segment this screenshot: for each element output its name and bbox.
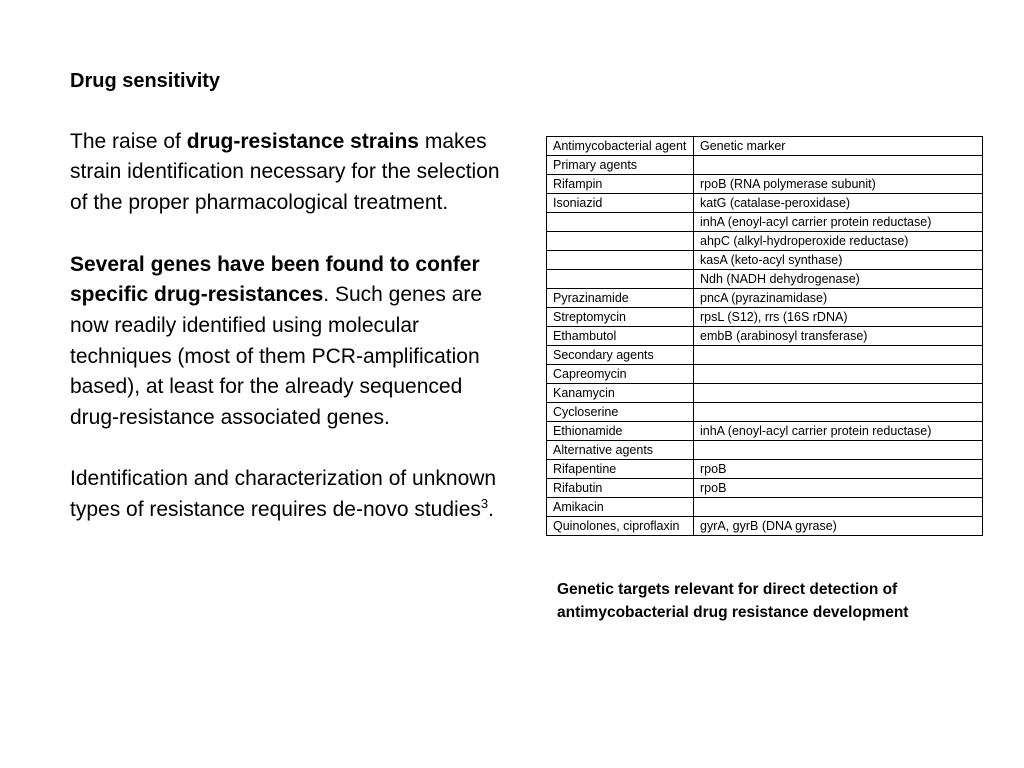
agent-cell: Kanamycin — [547, 384, 694, 403]
marker-cell — [694, 365, 983, 384]
agent-cell: Rifapentine — [547, 460, 694, 479]
agent-cell: Cycloserine — [547, 403, 694, 422]
table-row — [547, 213, 983, 232]
table-row — [547, 460, 983, 479]
table-row — [547, 232, 983, 251]
agent-cell: Primary agents — [547, 156, 694, 175]
agent-cell: Pyrazinamide — [547, 289, 694, 308]
marker-cell: pncA (pyrazinamidase) — [694, 289, 983, 308]
agent-cell: Secondary agents — [547, 346, 694, 365]
table-row — [547, 327, 983, 346]
paragraph-identification — [70, 464, 500, 525]
table-row — [547, 441, 983, 460]
header-agent: Antimycobacterial agent — [547, 137, 694, 156]
table-row — [547, 384, 983, 403]
marker-cell: rpsL (S12), rrs (16S rDNA) — [694, 308, 983, 327]
table-row — [547, 308, 983, 327]
agent-cell: Rifampin — [547, 175, 694, 194]
marker-cell: gyrA, gyrB (DNA gyrase) — [694, 517, 983, 536]
table-row — [547, 270, 983, 289]
table-row — [547, 403, 983, 422]
slide-heading: Drug sensitivity — [70, 70, 221, 92]
p1-bold: drug-resistance strains — [186, 129, 419, 153]
agent-cell: Isoniazid — [547, 194, 694, 213]
p3-text: Identification and characterization of unknown types of resistance requires de-novo studies — [70, 467, 497, 522]
agent-cell: Ethionamide — [547, 422, 694, 441]
agent-cell: Ethambutol — [547, 327, 694, 346]
agent-cell — [547, 232, 694, 251]
agent-cell: Amikacin — [547, 498, 694, 517]
marker-cell — [694, 441, 983, 460]
table-caption: Genetic targets relevant for direct detection of antimycobacterial drug resistance development — [557, 581, 909, 621]
marker-cell: inhA (enoyl-acyl carrier protein reductase) — [694, 422, 983, 441]
agent-cell: Rifabutin — [547, 479, 694, 498]
table-row — [547, 498, 983, 517]
paragraph-genes — [70, 250, 500, 434]
table-row — [547, 479, 983, 498]
paragraph-drug-resistance — [70, 127, 500, 219]
header-marker: Genetic marker — [694, 137, 983, 156]
agent-cell — [547, 270, 694, 289]
marker-cell — [694, 403, 983, 422]
agent-cell: Capreomycin — [547, 365, 694, 384]
p3-end: . — [488, 498, 494, 522]
marker-cell: rpoB (RNA polymerase subunit) — [694, 175, 983, 194]
table-row — [547, 422, 983, 441]
text-column — [70, 66, 500, 557]
table-row — [547, 365, 983, 384]
table-row — [547, 517, 983, 536]
p2-post: . Such genes are now readily identified using molecular techniques (most of them PCR-amplification based), at least for the already sequenced drug-resistance associated genes. — [70, 283, 483, 430]
marker-cell — [694, 156, 983, 175]
agent-cell: Streptomycin — [547, 308, 694, 327]
marker-cell: Ndh (NADH dehydrogenase) — [694, 270, 983, 289]
agent-cell — [547, 213, 694, 232]
marker-cell: katG (catalase-peroxidase) — [694, 194, 983, 213]
marker-cell: inhA (enoyl-acyl carrier protein reductase) — [694, 213, 983, 232]
table-row — [547, 289, 983, 308]
marker-cell — [694, 498, 983, 517]
agent-cell: Alternative agents — [547, 441, 694, 460]
marker-cell: ahpC (alkyl-hydroperoxide reductase) — [694, 232, 983, 251]
p1-pre: The raise of — [70, 129, 187, 153]
table-row — [547, 175, 983, 194]
table-header-row — [547, 137, 983, 156]
genetic-marker-table — [546, 136, 983, 536]
table-row — [547, 251, 983, 270]
p1-post: makes strain identification necessary for the selection of the proper pharmacological treatment. — [70, 129, 500, 215]
table-row — [547, 346, 983, 365]
marker-cell: embB (arabinosyl transferase) — [694, 327, 983, 346]
marker-cell: kasA (keto-acyl synthase) — [694, 251, 983, 270]
marker-cell: rpoB — [694, 479, 983, 498]
agent-cell: Quinolones, ciproflaxin — [547, 517, 694, 536]
p2-bold: Several genes have been found to confer specific drug-resistances — [70, 252, 480, 307]
marker-cell — [694, 346, 983, 365]
marker-cell: rpoB — [694, 460, 983, 479]
table-row — [547, 156, 983, 175]
footnote-ref: 3 — [480, 496, 489, 512]
marker-cell — [694, 384, 983, 403]
table-row — [547, 194, 983, 213]
agent-cell — [547, 251, 694, 270]
